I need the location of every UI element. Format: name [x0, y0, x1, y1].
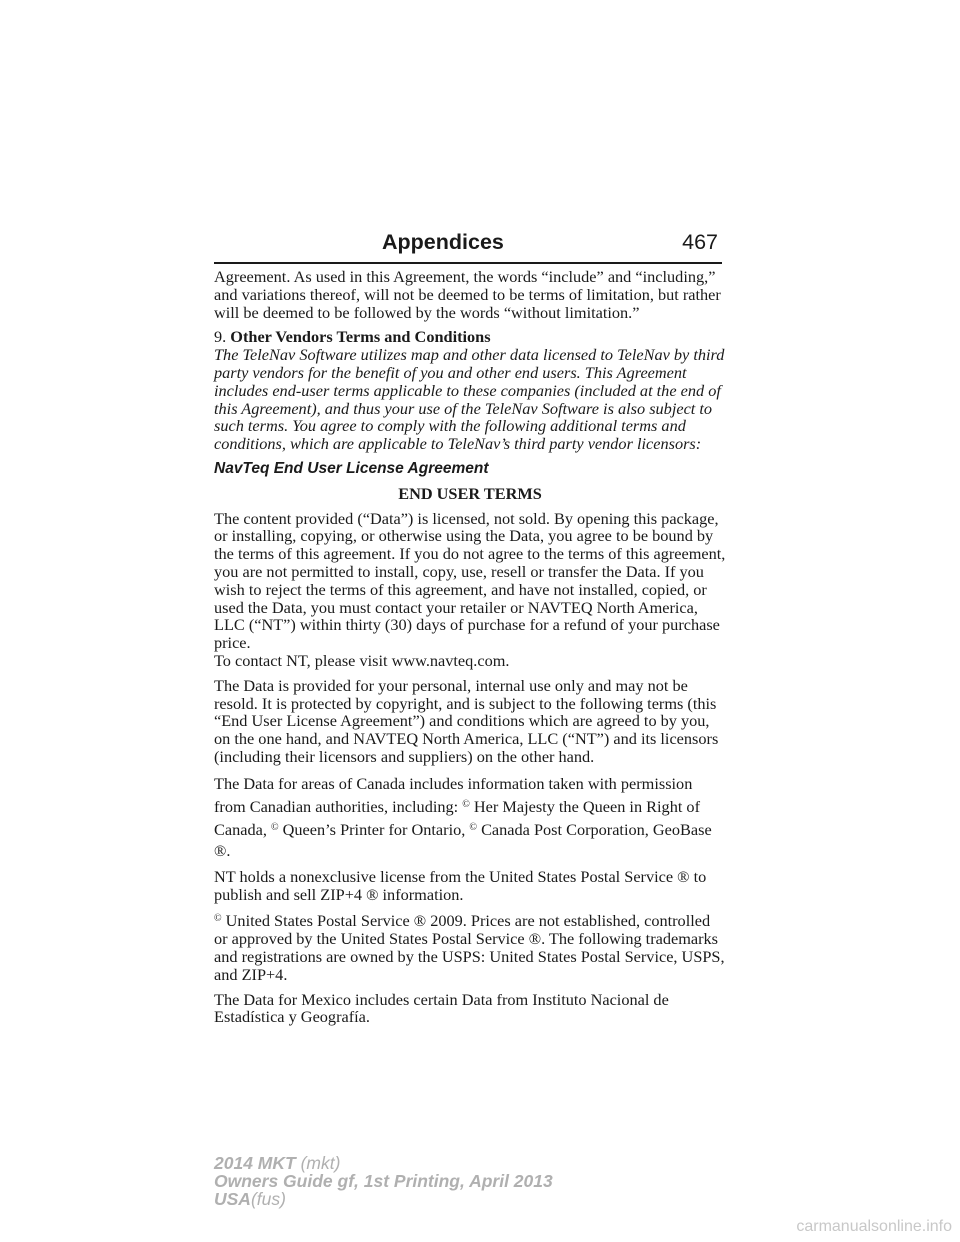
paragraph-personal-use: The Data is provided for your personal, internal use only and may not be resold. It is protected by copyright, and is subject to the following terms (this “End User License Agreement”) and conditions which are agreed to by you, on the one hand, and NAVTEQ North America, LLC (“NT”) and its licensors (including their licensors and suppliers) on the other hand.: [214, 675, 719, 766]
paragraph-mexico: The Data for Mexico includes certain Data from Instituto Nacional de Estadística y Geografía.: [214, 989, 669, 1027]
paragraph-usps-copyright: [214, 910, 726, 983]
canada-text-b: Her Majesty the Queen in Right of Canada,: [214, 796, 700, 839]
footer-line-model: [214, 1154, 553, 1172]
section-number: 9.: [214, 327, 227, 347]
canada-text-d: Canada Post Corporation, GeoBase ®.: [214, 819, 712, 860]
footer-guide: Owners Guide gf, 1st Printing, April 2013: [214, 1171, 553, 1191]
paragraph-content-license: [214, 510, 726, 652]
paragraph-canada: [214, 773, 726, 861]
footer-model-code: (mkt): [300, 1153, 341, 1173]
footer-region-code: (fus): [250, 1189, 286, 1209]
paragraph-agreement-definitions: Agreement. As used in this Agreement, the words “include” and “including,” and variations thereof, will not be deemed to be terms of limitation, but rather will be deemed to be followed by the words “without limitation.”: [214, 267, 721, 322]
paragraph-contact: To contact NT, please visit www.navteq.com.: [214, 650, 510, 670]
page-number: 467: [682, 230, 718, 254]
page-header: [214, 228, 722, 264]
page-footer: [214, 1154, 553, 1208]
copyright-mark: ©: [462, 798, 470, 810]
canada-text-a: The Data for areas of Canada includes information taken with permission from Canadian authorities, including:: [214, 773, 693, 816]
copyright-mark: ©: [270, 821, 279, 833]
paragraph-telenav-vendors: The TeleNav Software utilizes map and other data licensed to TeleNav by third party vendors for the benefit of you and other end users. This Agreement includes end-user terms applicable to these companies (included at the end of this Agreement), and thus your use of the TeleNav Software is also subject to such terms. You agree to comply with the following additional terms and conditions, which are applicable to TeleNav’s third party vendor licensors:: [214, 345, 725, 454]
end-user-terms-heading: END USER TERMS: [398, 483, 542, 503]
page-body: [214, 268, 726, 1033]
canada-text-c: Queen’s Printer for Ontario,: [278, 819, 470, 839]
usps-copyright-text: United States Postal Service ® 2009. Prices are not established, controlled or approved by the United States Postal Service ®. The following trademarks and registrations are owned by the USPS: United States Postal Service, USPS, and ZIP+4.: [214, 911, 725, 984]
section-title-other-vendors: Other Vendors Terms and Conditions: [230, 327, 491, 347]
watermark: carmanualsonline.info: [796, 1218, 952, 1235]
footer-region: USA: [214, 1189, 251, 1209]
paragraph-usps-license: NT holds a nonexclusive license from the United States Postal Service ® to publish and sell ZIP+4 ® information.: [214, 866, 707, 904]
footer-line-region: [214, 1190, 553, 1208]
section-9-heading: [214, 328, 726, 346]
content-license-text: The content provided (“Data”) is licensed, not sold. By opening this package, or installing, copying, or otherwise using the Data, you agree to be bound by the terms of this agreement. If you do not agree to the terms of this agreement, you are not permitted to install, copy, use, resell or transfer the Data. If you wish to reject the terms of this agreement, and have not installed, copied, or used the Data, you must contact your retailer or NAVTEQ North America, LLC (“NT”) within thirty (30) days of purchase for a refund of your purchase price.: [214, 508, 726, 653]
navteq-heading: NavTeq End User License Agreement: [214, 459, 489, 477]
copyright-mark: ©: [214, 913, 222, 925]
footer-model: 2014 MKT: [214, 1153, 296, 1173]
copyright-mark: ©: [469, 821, 477, 833]
section-title: Appendices: [382, 230, 504, 254]
